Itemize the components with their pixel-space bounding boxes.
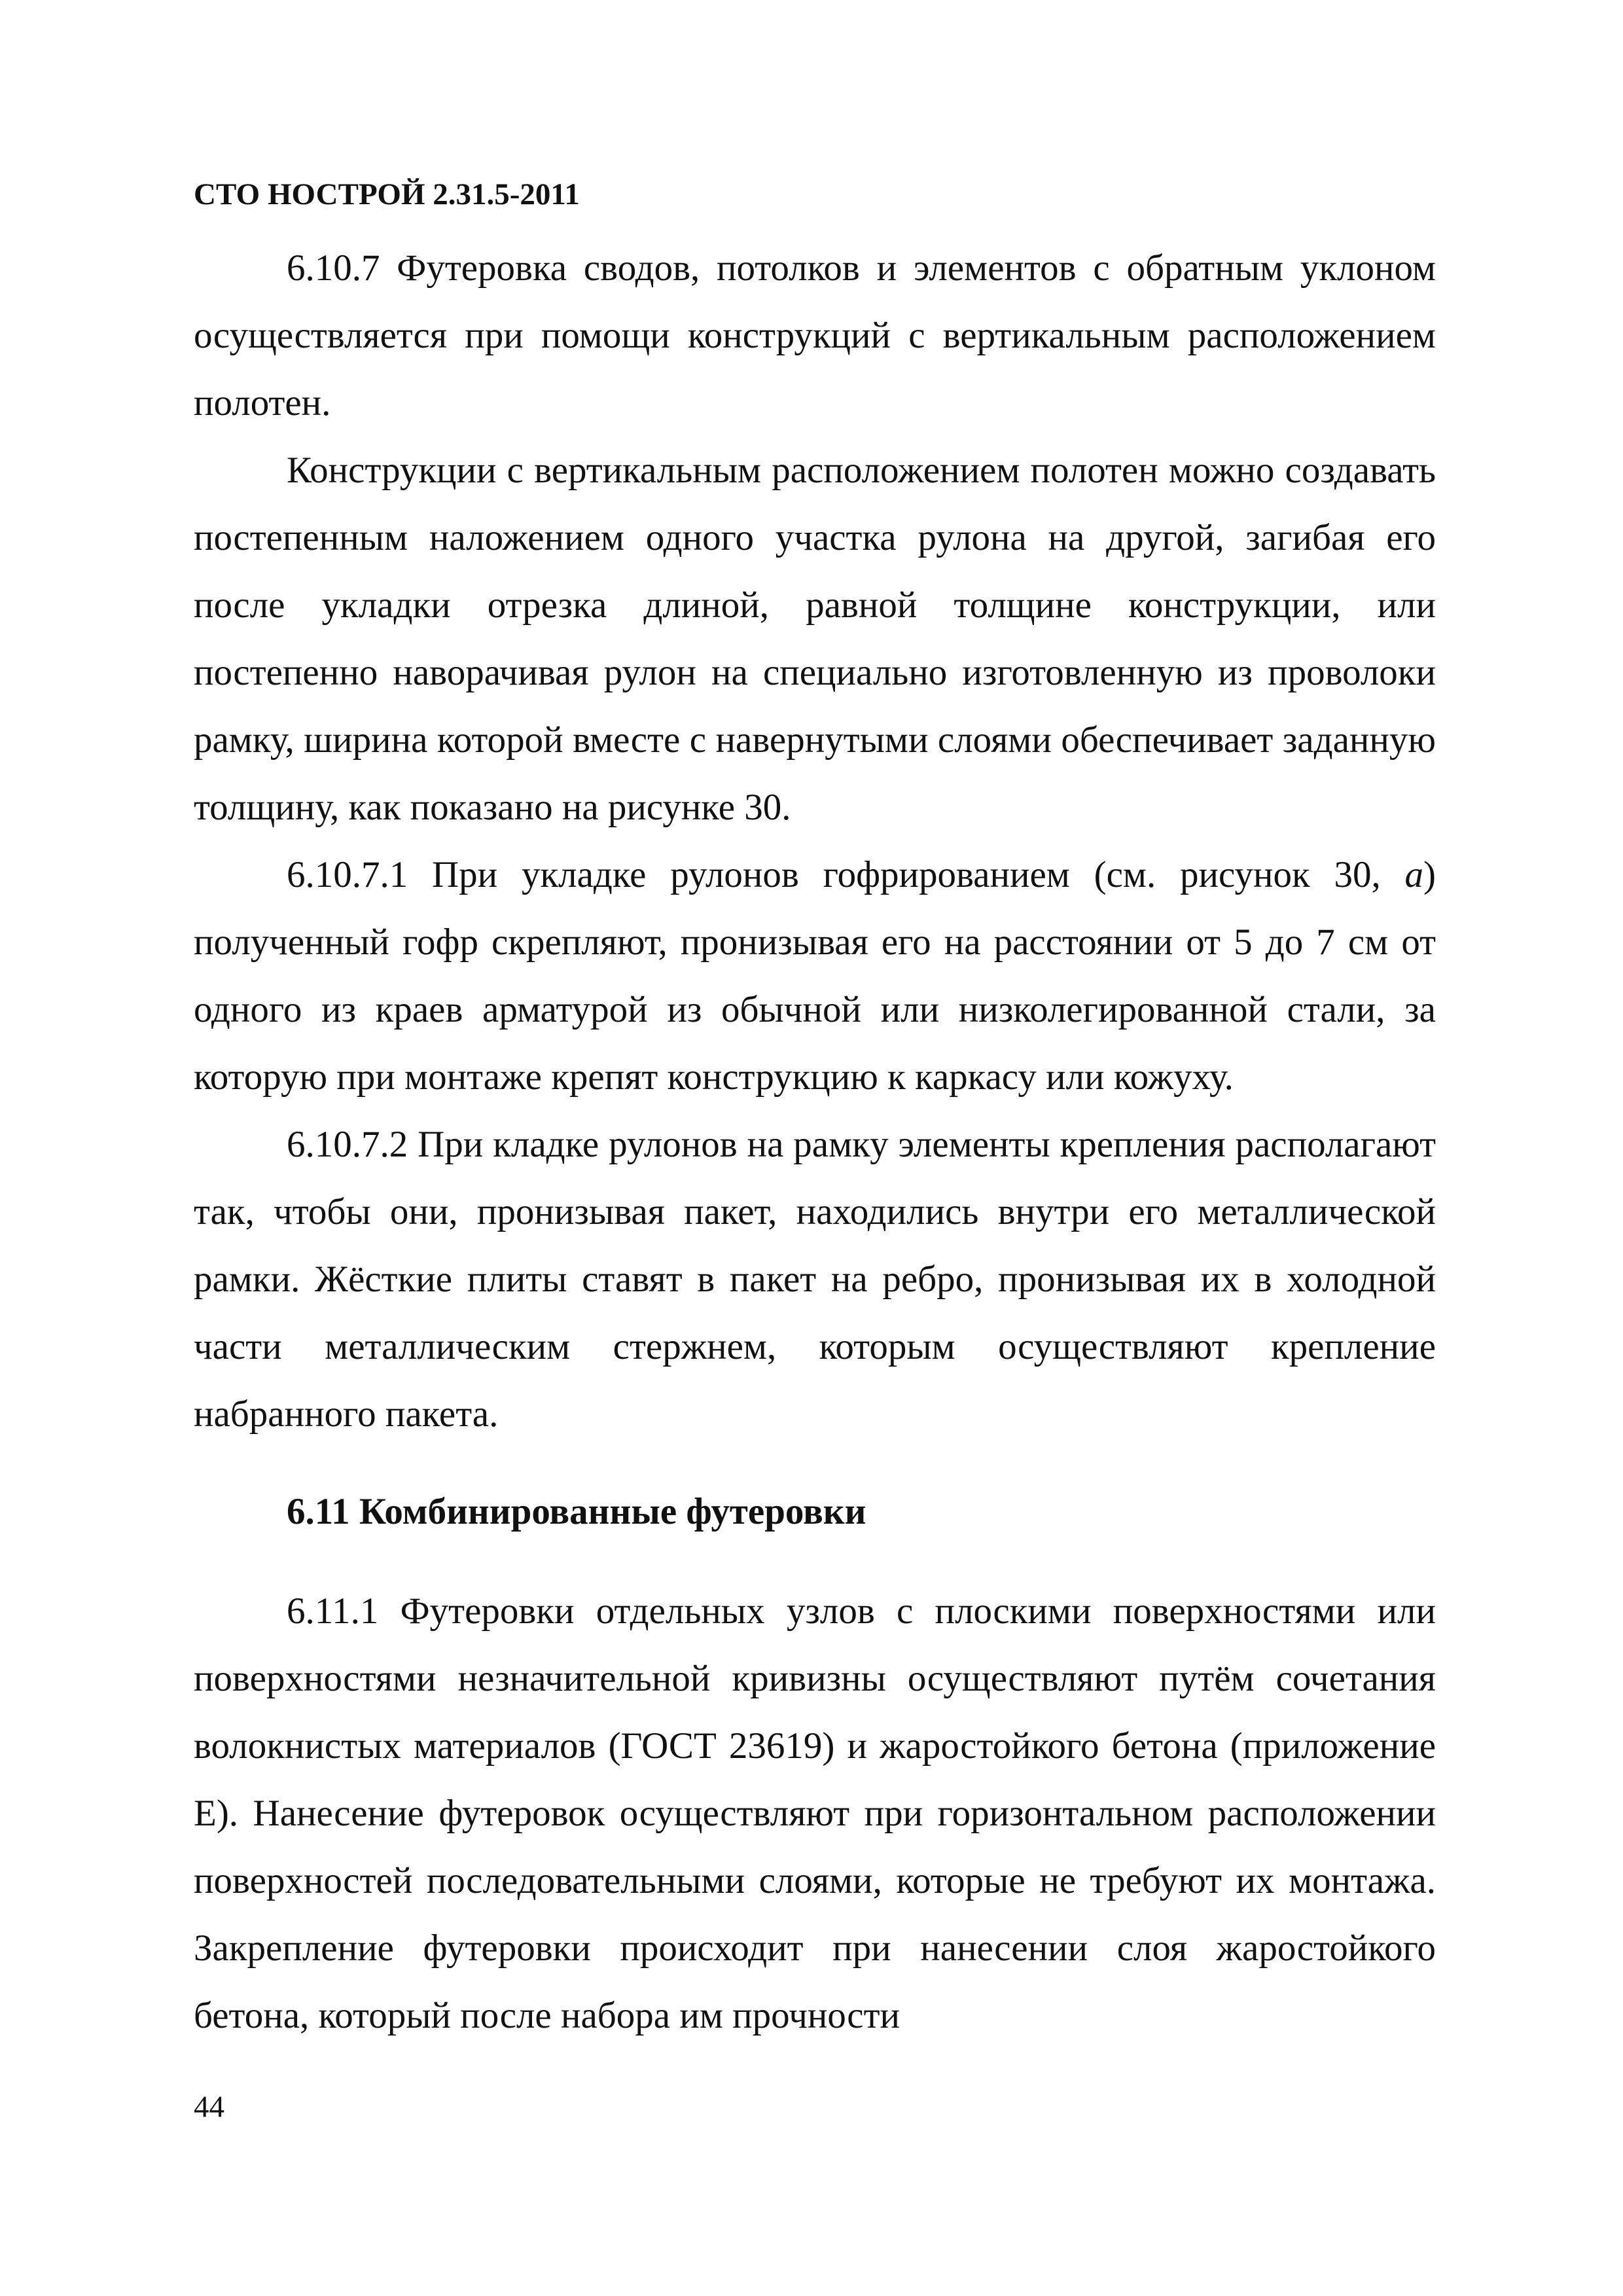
paragraph-vertical-constructions: Конструкции с вертикальным расположением полотен можно создавать постепенным наложением одного участка рулона на другой, загибая его после укладки отрезка длиной, равной толщине конструкции, или постепенно наворачивая рулон на специально изготовленную из проволоки рамку, ширина которой вместе с навернутыми слоями обеспечивает заданную толщину, как показано на рисунке 30.: [194, 450, 1436, 828]
paragraph-6-10-7-1: [194, 841, 1436, 1111]
document-code-header: СТО НОСТРОЙ 2.31.5-2011: [194, 177, 580, 211]
paragraph-6-10-7-1-text-start: 6.10.7.1 При укладке рулонов гофрированием (см. рисунок 30,: [287, 854, 1405, 895]
document-body: [194, 234, 1436, 2049]
paragraph-6-10-7: 6.10.7 Футеровка сводов, потолков и элементов с обратным уклоном осуществляется при помощи конструкций с вертикальным расположением полотен.: [194, 247, 1436, 423]
paragraph-6-11-1: 6.11.1 Футеровки отдельных узлов с плоскими поверхностями или поверхностями незначительной кривизны осуществляют путём сочетания волокнистых материалов (ГОСТ 23619) и жаростойкого бетона (приложение Е). Нанесение футеровок осуществляют при горизонтальном расположении поверхностей последовательными слоями, которые не требуют их монтажа. Закрепление футеровки происходит при нанесении слоя жаростойкого бетона, который после набора им прочности: [194, 1590, 1436, 2036]
paragraph-6-10-7-1-text-end: ) полученный гофр скрепляют, пронизывая его на расстоянии от 5 до 7 см от одного из краев арматурой из обычной или низколегированной стали, за которую при монтаже крепят конструкцию к каркасу или кожуху.: [194, 854, 1436, 1098]
paragraph-6-10-7-2: 6.10.7.2 При кладке рулонов на рамку элементы крепления располагают так, чтобы они, пронизывая пакет, находились внутри его металлической рамки. Жёсткие плиты ставят в пакет на ребро, пронизывая их в холодной части металлическим стержнем, которым осуществляют крепление набранного пакета.: [194, 1124, 1436, 1435]
figure-part-letter: а: [1404, 854, 1424, 895]
section-heading-6-11: 6.11 Комбинированные футеровки: [287, 1491, 866, 1532]
page-number: 44: [194, 2090, 224, 2124]
